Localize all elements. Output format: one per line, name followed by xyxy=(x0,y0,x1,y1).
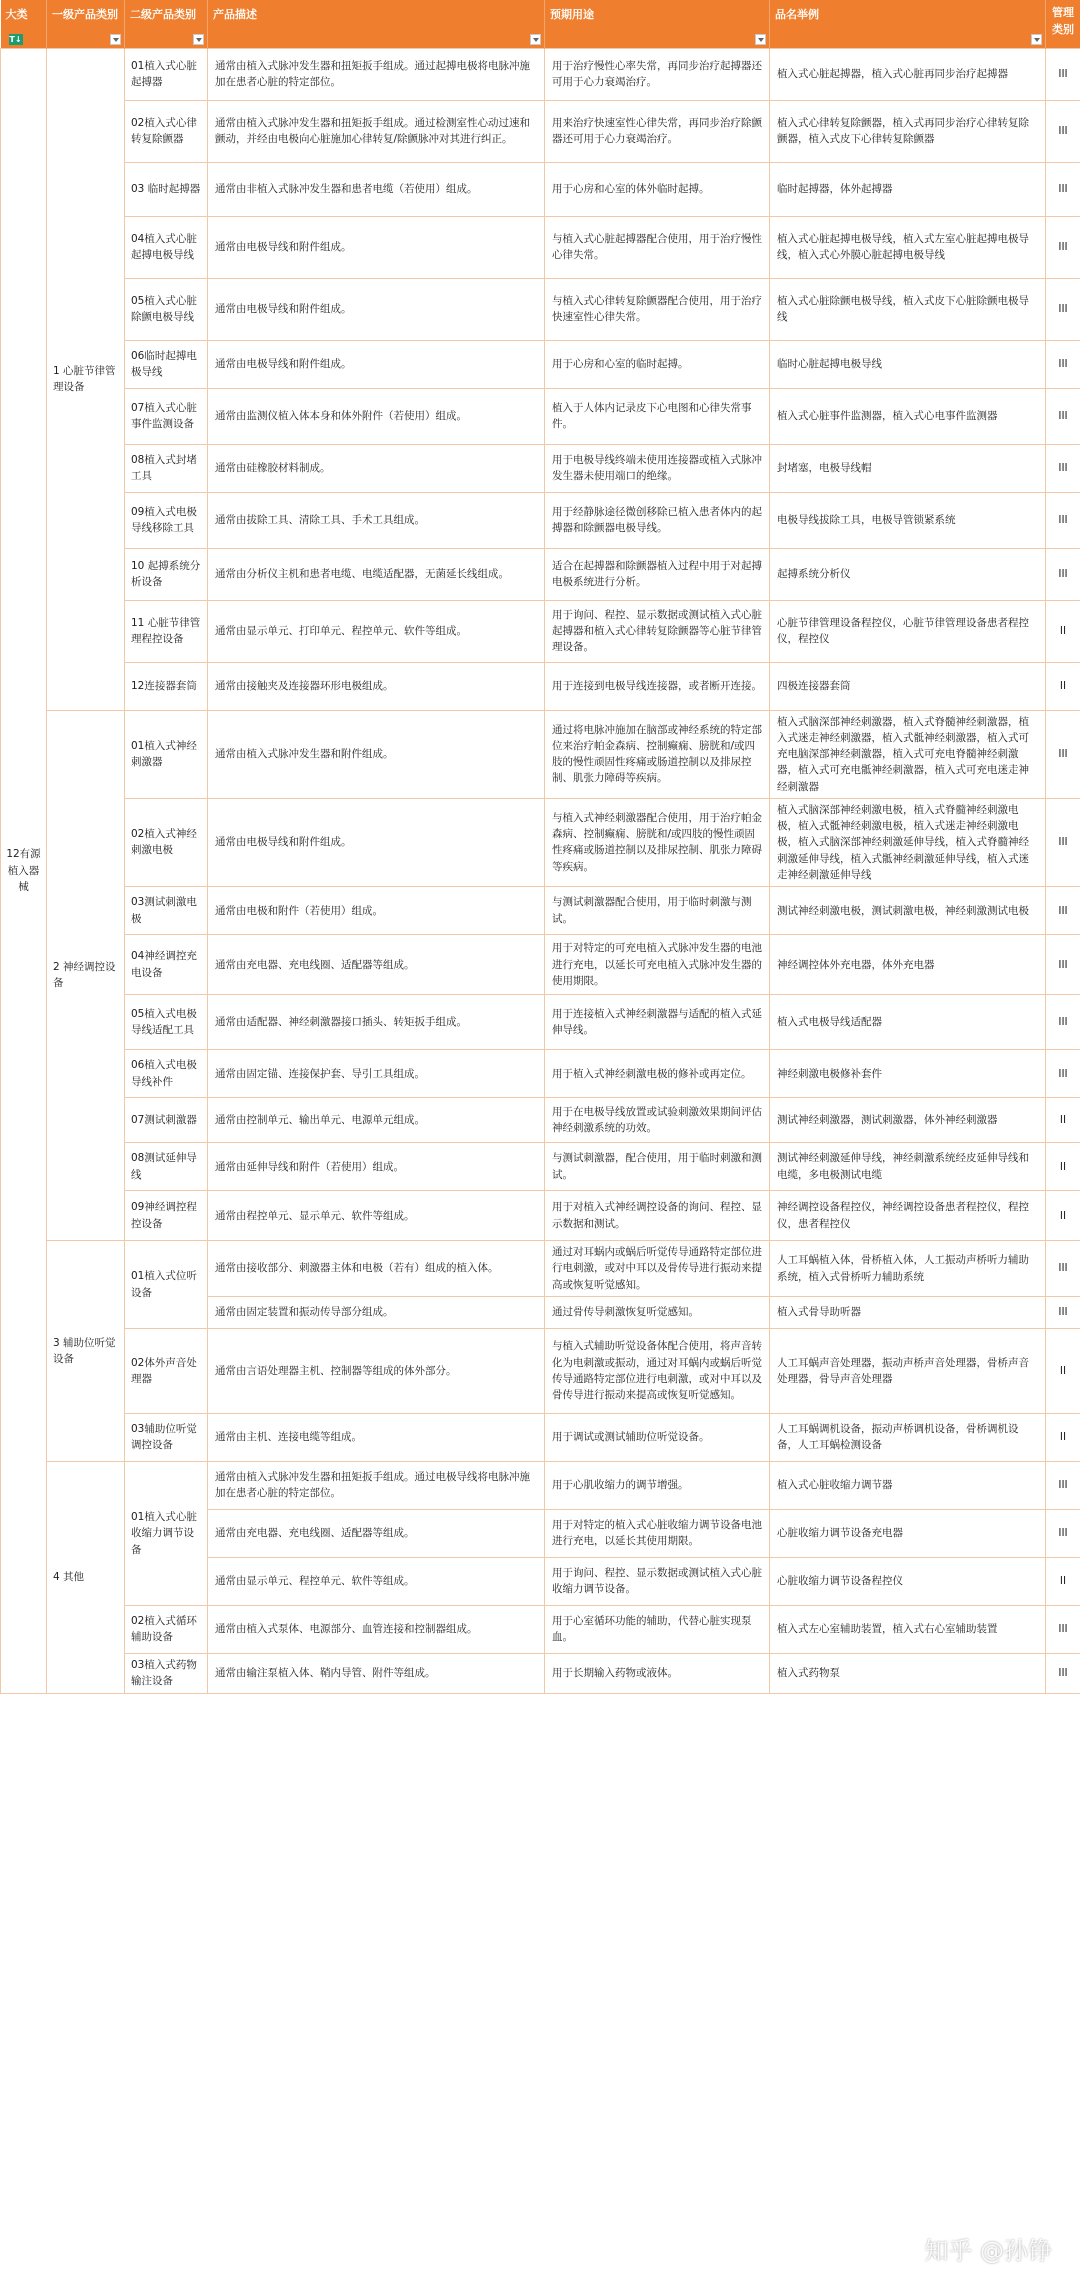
header-col-examples xyxy=(770,0,1046,48)
table-row xyxy=(1,887,1080,935)
intended-use-cell: 植入于人体内记录皮下心电图和心律失常事件。 xyxy=(545,388,770,444)
examples-cell: 电极导线拔除工具，电极导管锁紧系统 xyxy=(770,492,1046,548)
description-cell: 通常由硅橡胶材料制成。 xyxy=(208,444,545,492)
description-cell: 通常由程控单元、显示单元、软件等组成。 xyxy=(208,1191,545,1241)
examples-cell: 四极连接器套筒 xyxy=(770,662,1046,710)
second-category-cell: 02植入式循环辅助设备 xyxy=(125,1605,208,1653)
second-category-cell: 03辅助位听觉调控设备 xyxy=(125,1413,208,1461)
examples-cell: 植入式心脏收缩力调节器 xyxy=(770,1461,1046,1509)
management-class-cell: III xyxy=(1046,1050,1080,1098)
table-row xyxy=(1,1143,1080,1191)
second-category-cell: 02体外声音处理器 xyxy=(125,1328,208,1413)
header-label: 管理类别 xyxy=(1052,6,1074,37)
description-cell: 通常由显示单元、程控单元、软件等组成。 xyxy=(208,1557,545,1605)
table-row xyxy=(1,600,1080,662)
second-category-cell: 03 临时起搏器 xyxy=(125,162,208,216)
first-category-cell: 1 心脏节律管理设备 xyxy=(47,48,125,710)
table-row xyxy=(1,162,1080,216)
management-class-cell: III xyxy=(1046,887,1080,935)
second-category-cell: 01植入式心脏起搏器 xyxy=(125,48,208,100)
description-cell: 通常由非植入式脉冲发生器和患者电缆（若使用）组成。 xyxy=(208,162,545,216)
description-cell: 通常由电极导线和附件组成。 xyxy=(208,278,545,340)
intended-use-cell: 用于治疗慢性心率失常，再同步治疗起搏器还可用于心力衰竭治疗。 xyxy=(545,48,770,100)
description-cell: 通常由植入式脉冲发生器和扭矩扳手组成。通过检测室性心动过速和颤动，并经由电极向心脏施加心律转复/除颤脉冲对其进行纠正。 xyxy=(208,100,545,162)
filter-dropdown-icon[interactable] xyxy=(1031,34,1042,45)
table-row xyxy=(1,548,1080,600)
description-cell: 通常由延伸导线和附件（若使用）组成。 xyxy=(208,1143,545,1191)
description-cell: 通常由拔除工具、清除工具、手术工具组成。 xyxy=(208,492,545,548)
table-row xyxy=(1,48,1080,100)
first-category-cell: 2 神经调控设备 xyxy=(47,710,125,1241)
management-class-cell: III xyxy=(1046,388,1080,444)
header-label: 预期用途 xyxy=(550,8,594,21)
description-cell: 通常由分析仪主机和患者电缆、电缆适配器，无菌延长线组成。 xyxy=(208,548,545,600)
intended-use-cell: 用于心室循环功能的辅助，代替心脏实现泵血。 xyxy=(545,1605,770,1653)
header-label: 二级产品类别 xyxy=(130,8,196,21)
management-class-cell: III xyxy=(1046,1509,1080,1557)
second-category-cell: 07测试刺激器 xyxy=(125,1098,208,1143)
examples-cell: 植入式左心室辅助装置，植入式右心室辅助装置 xyxy=(770,1605,1046,1653)
examples-cell: 测试神经刺激器，测试刺激器，体外神经刺激器 xyxy=(770,1098,1046,1143)
description-cell: 通常由充电器、充电线圈、适配器等组成。 xyxy=(208,1509,545,1557)
table-row xyxy=(1,1191,1080,1241)
second-category-cell: 09植入式电极导线移除工具 xyxy=(125,492,208,548)
examples-cell: 植入式骨导助听器 xyxy=(770,1296,1046,1328)
intended-use-cell: 与植入式辅助听觉设备体配合使用，将声音转化为电刺激或振动，通过对耳蜗内或蜗后听觉传导通路特定部位进行电刺激，或对中耳以及骨传导进行振动来提高或恢复听觉感知。 xyxy=(545,1328,770,1413)
first-category-cell: 3 辅助位听觉设备 xyxy=(47,1241,125,1462)
description-cell: 通常由言语处理器主机、控制器等组成的体外部分。 xyxy=(208,1328,545,1413)
second-category-cell: 11 心脏节律管理程控设备 xyxy=(125,600,208,662)
examples-cell: 心脏收缩力调节设备程控仪 xyxy=(770,1557,1046,1605)
header-label: 品名举例 xyxy=(775,8,819,21)
management-class-cell: II xyxy=(1046,1413,1080,1461)
description-cell: 通常由电极和附件（若使用）组成。 xyxy=(208,887,545,935)
management-class-cell: III xyxy=(1046,710,1080,798)
header-col-mgmt xyxy=(1046,0,1080,48)
table-row xyxy=(1,1605,1080,1653)
examples-cell: 起搏系统分析仪 xyxy=(770,548,1046,600)
examples-cell: 植入式心脏起搏电极导线，植入式左室心脏起搏电极导线，植入式心外膜心脏起搏电极导线 xyxy=(770,216,1046,278)
filter-dropdown-icon[interactable] xyxy=(110,34,121,45)
description-cell: 通常由控制单元、输出单元、电源单元组成。 xyxy=(208,1098,545,1143)
intended-use-cell: 用于心肌收缩力的调节增强。 xyxy=(545,1461,770,1509)
intended-use-cell: 用于连接到电极导线连接器，或者断开连接。 xyxy=(545,662,770,710)
intended-use-cell: 通过将电脉冲施加在脑部或神经系统的特定部位来治疗帕金森病、控制癫痫、膀胱和/或四肢的慢性顽固性疼痛或肠道控制以及排尿控制、肌张力障碍等疾病。 xyxy=(545,710,770,798)
description-cell: 通常由显示单元、打印单元、程控单元、软件等组成。 xyxy=(208,600,545,662)
intended-use-cell: 通过对耳蜗内或蜗后听觉传导通路特定部位进行电刺激，或对中耳以及骨传导进行振动来提高或恢复听觉感知。 xyxy=(545,1241,770,1297)
examples-cell: 植入式心律转复除颤器，植入式再同步治疗心律转复除颤器，植入式皮下心律转复除颤器 xyxy=(770,100,1046,162)
intended-use-cell: 用于调试或测试辅助位听觉设备。 xyxy=(545,1413,770,1461)
table-row xyxy=(1,935,1080,995)
intended-use-cell: 用于植入式神经刺激电极的修补或再定位。 xyxy=(545,1050,770,1098)
description-cell: 通常由固定锚、连接保护套、导引工具组成。 xyxy=(208,1050,545,1098)
examples-cell: 神经调控设备程控仪，神经调控设备患者程控仪，程控仪，患者程控仪 xyxy=(770,1191,1046,1241)
intended-use-cell: 用于对植入式神经调控设备的询问、程控、显示数据和测试。 xyxy=(545,1191,770,1241)
intended-use-cell: 用于电极导线终端未使用连接器或植入式脉冲发生器未使用端口的绝缘。 xyxy=(545,444,770,492)
header-col-major xyxy=(1,0,47,48)
management-class-cell: III xyxy=(1046,48,1080,100)
second-category-cell: 02植入式神经刺激电极 xyxy=(125,798,208,886)
management-class-cell: III xyxy=(1046,1241,1080,1297)
table-row xyxy=(1,444,1080,492)
table-row xyxy=(1,1461,1080,1509)
second-category-cell: 09神经调控程控设备 xyxy=(125,1191,208,1241)
management-class-cell: III xyxy=(1046,1605,1080,1653)
second-category-cell: 01植入式神经刺激器 xyxy=(125,710,208,798)
management-class-cell: II xyxy=(1046,662,1080,710)
management-class-cell: II xyxy=(1046,1098,1080,1143)
management-class-cell: III xyxy=(1046,1296,1080,1328)
header-label: 一级产品类别 xyxy=(52,8,118,21)
examples-cell: 临时起搏器，体外起搏器 xyxy=(770,162,1046,216)
examples-cell: 人工耳蜗声音处理器，振动声桥声音处理器，骨桥声音处理器，骨导声音处理器 xyxy=(770,1328,1046,1413)
examples-cell: 封堵塞，电极导线帽 xyxy=(770,444,1046,492)
table-row xyxy=(1,798,1080,886)
examples-cell: 植入式脑深部神经刺激器，植入式脊髓神经刺激器，植入式迷走神经刺激器，植入式骶神经刺激器，植入式可充电脑深部神经刺激器，植入式可充电脊髓神经刺激器，植入式可充电骶神经刺激器，植入式可充电迷走神经刺激器 xyxy=(770,710,1046,798)
examples-cell: 植入式心脏事件监测器，植入式心电事件监测器 xyxy=(770,388,1046,444)
table-row xyxy=(1,492,1080,548)
management-class-cell: II xyxy=(1046,1191,1080,1241)
examples-cell: 临时心脏起搏电极导线 xyxy=(770,340,1046,388)
second-category-cell: 06临时起搏电极导线 xyxy=(125,340,208,388)
intended-use-cell: 用来治疗快速室性心律失常，再同步治疗除颤器还可用于心力衰竭治疗。 xyxy=(545,100,770,162)
table-row xyxy=(1,388,1080,444)
examples-cell: 测试神经刺激延伸导线，神经刺激系统经皮延伸导线和电缆，多电极测试电缆 xyxy=(770,1143,1046,1191)
management-class-cell: III xyxy=(1046,935,1080,995)
intended-use-cell: 与植入式心律转复除颤器配合使用，用于治疗快速室性心律失常。 xyxy=(545,278,770,340)
management-class-cell: III xyxy=(1046,162,1080,216)
second-category-cell: 10 起搏系统分析设备 xyxy=(125,548,208,600)
header-col-first xyxy=(47,0,125,48)
table-row xyxy=(1,278,1080,340)
examples-cell: 植入式心脏起搏器，植入式心脏再同步治疗起搏器 xyxy=(770,48,1046,100)
header-col-desc xyxy=(208,0,545,48)
description-cell: 通常由适配器、神经刺激器接口插头、转矩扳手组成。 xyxy=(208,995,545,1050)
second-category-cell: 07植入式心脏事件监测设备 xyxy=(125,388,208,444)
table-row xyxy=(1,662,1080,710)
header-label: 大类 xyxy=(5,8,28,21)
header-label: 产品描述 xyxy=(213,8,257,21)
intended-use-cell: 用于经静脉途径微创移除已植入患者体内的起搏器和除颤器电极导线。 xyxy=(545,492,770,548)
examples-cell: 植入式心脏除颤电极导线，植入式皮下心脏除颤电极导线 xyxy=(770,278,1046,340)
intended-use-cell: 用于心房和心室的体外临时起搏。 xyxy=(545,162,770,216)
second-category-cell: 01植入式位听设备 xyxy=(125,1241,208,1329)
management-class-cell: III xyxy=(1046,340,1080,388)
management-class-cell: II xyxy=(1046,1143,1080,1191)
examples-cell: 心脏收缩力调节设备充电器 xyxy=(770,1509,1046,1557)
intended-use-cell: 用于询问、程控、显示数据或测试植入式心脏起搏器和植入式心律转复除颤器等心脏节律管理设备。 xyxy=(545,600,770,662)
description-cell: 通常由电极导线和附件组成。 xyxy=(208,798,545,886)
second-category-cell: 01植入式心脏收缩力调节设备 xyxy=(125,1461,208,1605)
table-row xyxy=(1,1413,1080,1461)
second-category-cell: 08测试延伸导线 xyxy=(125,1143,208,1191)
description-cell: 通常由固定装置和振动传导部分组成。 xyxy=(208,1296,545,1328)
management-class-cell: III xyxy=(1046,798,1080,886)
description-cell: 通常由植入式脉冲发生器和扭矩扳手组成。通过电极导线将电脉冲施加在患者心脏的特定部位。 xyxy=(208,1461,545,1509)
filter-dropdown-icon[interactable] xyxy=(755,34,766,45)
table-row xyxy=(1,340,1080,388)
management-class-cell: III xyxy=(1046,492,1080,548)
intended-use-cell: 与植入式心脏起搏器配合使用，用于治疗慢性心律失常。 xyxy=(545,216,770,278)
management-class-cell: II xyxy=(1046,600,1080,662)
examples-cell: 植入式脑深部神经刺激电极，植入式脊髓神经刺激电极，植入式骶神经刺激电极，植入式迷走神经刺激电极，植入式脑深部神经刺激延伸导线，植入式脊髓神经刺激延伸导线，植入式骶神经刺激延伸导线，植入式迷走神经刺激延伸导线 xyxy=(770,798,1046,886)
second-category-cell: 04神经调控充电设备 xyxy=(125,935,208,995)
intended-use-cell: 用于对特定的可充电植入式脉冲发生器的电池进行充电，以延长可充电植入式脉冲发生器的使用期限。 xyxy=(545,935,770,995)
management-class-cell: II xyxy=(1046,1328,1080,1413)
examples-cell: 植入式电极导线适配器 xyxy=(770,995,1046,1050)
description-cell: 通常由输注泵植入体、鞘内导管、附件等组成。 xyxy=(208,1653,545,1693)
intended-use-cell: 用于心房和心室的临时起搏。 xyxy=(545,340,770,388)
second-category-cell: 03植入式药物输注设备 xyxy=(125,1653,208,1693)
second-category-cell: 03测试刺激电极 xyxy=(125,887,208,935)
second-category-cell: 08植入式封堵工具 xyxy=(125,444,208,492)
table-row xyxy=(1,100,1080,162)
table-row xyxy=(1,995,1080,1050)
examples-cell: 测试神经刺激电极，测试刺激电极，神经刺激测试电极 xyxy=(770,887,1046,935)
examples-cell: 人工耳蜗植入体，骨桥植入体，人工振动声桥听力辅助系统，植入式骨桥听力辅助系统 xyxy=(770,1241,1046,1297)
examples-cell: 神经刺激电极修补套件 xyxy=(770,1050,1046,1098)
table-row xyxy=(1,1653,1080,1693)
examples-cell: 心脏节律管理设备程控仪，心脏节律管理设备患者程控仪，程控仪 xyxy=(770,600,1046,662)
description-cell: 通常由接收部分、刺激器主体和电极（若有）组成的植入体。 xyxy=(208,1241,545,1297)
intended-use-cell: 用于连接植入式神经刺激器与适配的植入式延伸导线。 xyxy=(545,995,770,1050)
major-category-cell: 12有源植入器械 xyxy=(1,48,47,1693)
description-cell: 通常由接触夹及连接器环形电极组成。 xyxy=(208,662,545,710)
intended-use-cell: 用于对特定的植入式心脏收缩力调节设备电池进行充电，以延长其使用期限。 xyxy=(545,1509,770,1557)
header-col-second xyxy=(125,0,208,48)
intended-use-cell: 与测试刺激器，配合使用，用于临时刺激和测试。 xyxy=(545,1143,770,1191)
watermark: 知乎 @孙铮 xyxy=(924,2237,1052,2265)
table-row xyxy=(1,1098,1080,1143)
filter-dropdown-icon[interactable] xyxy=(530,34,541,45)
table-body xyxy=(1,48,1080,1693)
management-class-cell: III xyxy=(1046,100,1080,162)
second-category-cell: 02植入式心律转复除颤器 xyxy=(125,100,208,162)
table-row xyxy=(1,710,1080,798)
filter-dropdown-icon[interactable] xyxy=(193,34,204,45)
description-cell: 通常由植入式泵体、电源部分、血管连接和控制器组成。 xyxy=(208,1605,545,1653)
second-category-cell: 05植入式心脏除颤电极导线 xyxy=(125,278,208,340)
description-cell: 通常由植入式脉冲发生器和扭矩扳手组成。通过起搏电极将电脉冲施加在患者心脏的特定部位。 xyxy=(208,48,545,100)
table-row xyxy=(1,1241,1080,1297)
second-category-cell: 06植入式电极导线补件 xyxy=(125,1050,208,1098)
intended-use-cell: 用于长期输入药物或液体。 xyxy=(545,1653,770,1693)
table-row xyxy=(1,216,1080,278)
table-row xyxy=(1,1050,1080,1098)
header-col-use xyxy=(545,0,770,48)
description-cell: 通常由电极导线和附件组成。 xyxy=(208,340,545,388)
description-cell: 通常由电极导线和附件组成。 xyxy=(208,216,545,278)
table-row xyxy=(1,1328,1080,1413)
management-class-cell: III xyxy=(1046,444,1080,492)
management-class-cell: III xyxy=(1046,1653,1080,1693)
filter-active-icon[interactable]: T↓ xyxy=(9,34,22,44)
description-cell: 通常由监测仪植入体本身和体外附件（若使用）组成。 xyxy=(208,388,545,444)
management-class-cell: III xyxy=(1046,278,1080,340)
description-cell: 通常由充电器、充电线圈、适配器等组成。 xyxy=(208,935,545,995)
header-row xyxy=(1,0,1080,48)
intended-use-cell: 通过骨传导刺激恢复听觉感知。 xyxy=(545,1296,770,1328)
second-category-cell: 12连接器套筒 xyxy=(125,662,208,710)
first-category-cell: 4 其他 xyxy=(47,1461,125,1693)
management-class-cell: III xyxy=(1046,548,1080,600)
description-cell: 通常由植入式脉冲发生器和附件组成。 xyxy=(208,710,545,798)
second-category-cell: 05植入式电极导线适配工具 xyxy=(125,995,208,1050)
description-cell: 通常由主机、连接电缆等组成。 xyxy=(208,1413,545,1461)
examples-cell: 植入式药物泵 xyxy=(770,1653,1046,1693)
examples-cell: 人工耳蜗调机设备，振动声桥调机设备，骨桥调机设备，人工耳蜗检测设备 xyxy=(770,1413,1046,1461)
management-class-cell: III xyxy=(1046,995,1080,1050)
intended-use-cell: 用于询问、程控、显示数据或测试植入式心脏收缩力调节设备。 xyxy=(545,1557,770,1605)
management-class-cell: III xyxy=(1046,1461,1080,1509)
examples-cell: 神经调控体外充电器，体外充电器 xyxy=(770,935,1046,995)
management-class-cell: III xyxy=(1046,216,1080,278)
intended-use-cell: 用于在电极导线放置或试验刺激效果期间评估神经刺激系统的功效。 xyxy=(545,1098,770,1143)
intended-use-cell: 适合在起搏器和除颤器植入过程中用于对起搏电极系统进行分析。 xyxy=(545,548,770,600)
intended-use-cell: 与植入式神经刺激器配合使用，用于治疗帕金森病、控制癫痫、膀胱和/或四肢的慢性顽固性疼痛或肠道控制以及排尿控制、肌张力障碍等疾病。 xyxy=(545,798,770,886)
management-class-cell: II xyxy=(1046,1557,1080,1605)
second-category-cell: 04植入式心脏起搏电极导线 xyxy=(125,216,208,278)
intended-use-cell: 与测试刺激器配合使用，用于临时刺激与测试。 xyxy=(545,887,770,935)
